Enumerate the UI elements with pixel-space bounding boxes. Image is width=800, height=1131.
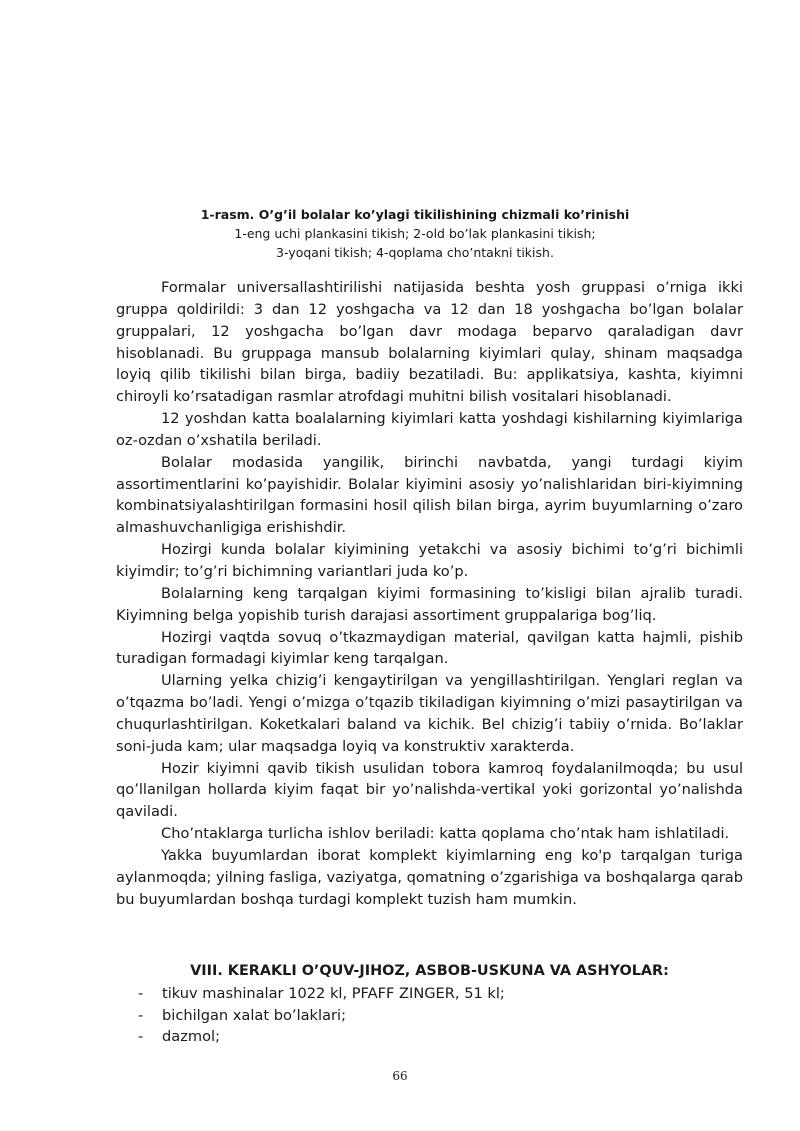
list-item-text: bichilgan xalat bo’laklari; [162,1006,346,1024]
section-heading: VIII. KERAKLI O’QUV-JIHOZ, ASBOB-USKUNA VA ASHYOLAR: [190,963,669,979]
paragraph: Formalar universallashtirilishi natijasida beshta yosh gruppasi o’rniga ikki gruppa qoldirildi: 3 dan 12 yoshgacha va 12 dan 18 yoshgacha bo’lgan bolalar gruppalari, 12 yoshgacha bo’lgan davr modaga beparvo qaraladigan davr hisoblanadi. Bu gruppaga mansub bolalarning kiyimlari qulay, shinam maqsadga loyiq qilib tikilishi bilan birga, badiiy bezatiladi. Bu: applikatsiya, kashta, kiyimni chiroyli ko’rsatadigan rasmlar atrofdagi muhitni bilish vositalari hisoblanadi. [116,279,743,406]
paragraph: Hozirgi kunda bolalar kiyimining yetakchi va asosiy bichimi to’g’ri bichimli kiyimdir; to’g’ri bichimning variantlari juda ko’p. [116,541,743,580]
list-item-text: dazmol; [162,1028,220,1045]
paragraph: Bolalarning keng tarqalgan kiyimi formasining to’kisligi bilan ajralib turadi. Kiyimning belga yopishib turish darajasi assortiment gruppalariga bog’liq. [116,584,743,624]
paragraph: Cho’ntaklarga turlicha ishlov beriladi: katta qoplama cho’ntak ham ishlatiladi. [161,825,730,843]
list-bullet: - [138,985,144,1002]
paragraph: Yakka buyumlardan iborat komplekt kiyimlarning eng ko'p tarqalgan turiga aylanmoqda; yilning fasliga, vaziyatga, qomatning o’zgarishiga va boshqalarga qarab bu buyumlardan boshqa turdagi komplekt tuzish ham mumkin. [116,846,743,908]
list-bullet: - [138,1006,144,1024]
figure-caption-title: 1-rasm. O’g’il bolalar ko’ylagi tikilishining chizmali ko’rinishi [200,207,630,222]
equipment-list [116,983,743,1048]
figure-caption [100,205,730,262]
list-item-text: tikuv mashinalar 1022 kl, PFAFF ZINGER, 51 kl; [162,985,505,1002]
figure-caption-line: 1-eng uchi plankasini tikish; 2-old bo’lak plankasini tikish; [234,226,596,241]
paragraph: Ularning yelka chizig’i kengaytirilgan va yengillashtirilgan. Yenglari reglan va o’tqazma bo’ladi. Yengi o’mizga o’tqazib tikiladigan kiyimning o’mizi pasaytirilgan va chuqurlashtirilgan. Koketkalari baland va kichik. Bel chizig’i tabiiy o’rnida. Bo’laklar soni-juda kam; ular maqsadga loyiq va konstruktiv xarakterda. [116,672,743,755]
body-text [116,277,743,910]
paragraph: Hozir kiyimni qavib tikish usulidan tobora kamroq foydalanilmoqda; bu usul qo’llanilgan hollarda kiyim faqat bir yo’nalishda-vertikal yoki gorizontal yo’nalishda qaviladi. [116,759,743,821]
figure-caption-line: 3-yoqani tikish; 4-qoplama cho’ntakni tikish. [276,245,554,260]
list-item [116,1026,743,1048]
list-item [116,1005,743,1027]
list-bullet: - [138,1028,144,1045]
paragraph: 12 yoshdan katta boalalarning kiyimlari katta yoshdagi kishilarning kiyimlariga oz-ozdan o’xshatila beriladi. [116,410,743,449]
list-item [116,983,743,1005]
paragraph: Bolalar modasida yangilik, birinchi navbatda, yangi turdagi kiyim assortimentlarini ko’payishidir. Bolalar kiyimini asosiy yo’nalishlaridan biri-kiyimning kombinatsiyalashtirilgan formasini hosil qilish bilan birga, ayrim buyumlarning o’zaro almashuvchanligiga erishishdir. [116,453,743,537]
paragraph: Hozirgi vaqtda sovuq o’tkazmaydigan material, qavilgan katta hajmli, pishib turadigan formadagi kiyimlar keng tarqalgan. [116,628,743,668]
page-number: 66 [392,1069,408,1083]
